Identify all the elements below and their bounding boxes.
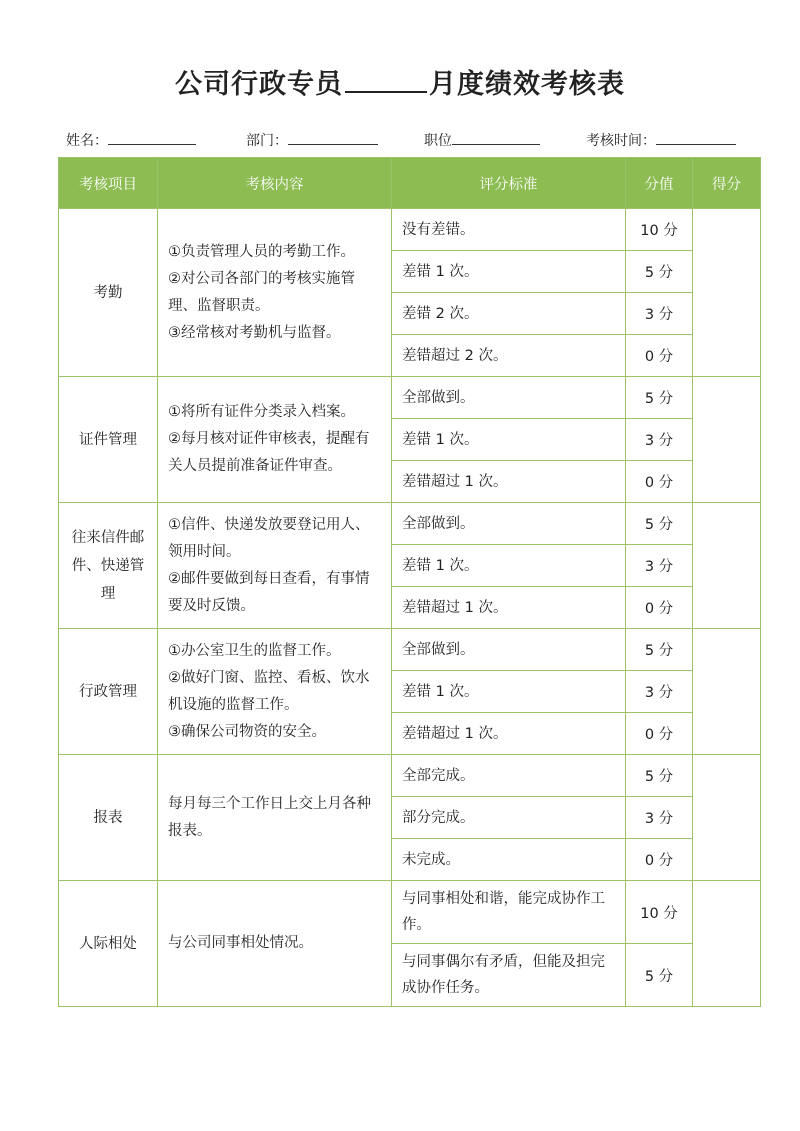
score-cell: 0 分 — [626, 335, 693, 377]
header-item: 考核项目 — [59, 158, 158, 209]
standard-cell: 与同事偶尔有矛盾，但能及担完成协作任务。 — [392, 944, 626, 1007]
earned-score-cell[interactable] — [693, 881, 761, 1007]
name-input-line[interactable] — [108, 130, 196, 145]
earned-score-cell[interactable] — [693, 377, 761, 503]
content-line: ②做好门窗、监控、看板、饮水机设施的监督工作。 — [168, 669, 370, 713]
score-cell: 0 分 — [626, 713, 693, 755]
score-cell: 5 分 — [626, 755, 693, 797]
name-label: 姓名： — [66, 133, 108, 149]
content-cell — [158, 503, 392, 629]
earned-score-cell[interactable] — [693, 209, 761, 377]
score-cell: 3 分 — [626, 545, 693, 587]
time-field — [586, 130, 736, 150]
header-standard: 评分标准 — [392, 158, 626, 209]
content-line: ②每月核对证件审核表，提醒有关人员提前准备证件审查。 — [168, 431, 370, 474]
header-content: 考核内容 — [158, 158, 392, 209]
standard-cell: 差错超过 2 次。 — [392, 335, 626, 377]
position-field — [424, 130, 540, 150]
assessment-table — [58, 157, 761, 1007]
item-label: 行政管理 — [79, 683, 137, 700]
content-line: ①办公室卫生的监督工作。 — [168, 642, 341, 659]
item-cell — [59, 209, 158, 377]
standard-cell: 与同事相处和谐，能完成协作工作。 — [392, 881, 626, 944]
score-cell: 0 分 — [626, 461, 693, 503]
standard-cell: 没有差错。 — [392, 209, 626, 251]
header-earned: 得分 — [693, 158, 761, 209]
score-cell: 3 分 — [626, 797, 693, 839]
score-cell: 5 分 — [626, 377, 693, 419]
content-line: 与公司同事相处情况。 — [168, 935, 313, 951]
standard-cell: 差错 1 次。 — [392, 251, 626, 293]
item-label: 报表 — [93, 809, 123, 826]
dept-input-line[interactable] — [288, 130, 378, 145]
standard-cell: 未完成。 — [392, 839, 626, 881]
time-label: 考核时间： — [586, 133, 656, 149]
position-input-line[interactable] — [452, 130, 540, 145]
score-cell: 5 分 — [626, 629, 693, 671]
content-line: ①信件、快递发放要登记用人、领用时间。 — [168, 516, 370, 560]
content-cell — [158, 629, 392, 755]
score-cell: 5 分 — [626, 944, 693, 1007]
standard-cell: 差错 1 次。 — [392, 419, 626, 461]
standard-cell: 差错 1 次。 — [392, 545, 626, 587]
score-cell: 5 分 — [626, 503, 693, 545]
name-field — [66, 130, 196, 150]
table-row — [59, 755, 761, 797]
header-score: 分值 — [626, 158, 693, 209]
score-cell: 5 分 — [626, 251, 693, 293]
standard-cell: 部分完成。 — [392, 797, 626, 839]
score-cell: 0 分 — [626, 839, 693, 881]
time-input-line[interactable] — [656, 130, 736, 145]
content-cell — [158, 209, 392, 377]
standard-cell: 差错超过 1 次。 — [392, 461, 626, 503]
item-cell — [59, 881, 158, 1007]
standard-cell: 差错 1 次。 — [392, 671, 626, 713]
earned-score-cell[interactable] — [693, 755, 761, 881]
content-line: 每月每三个工作日上交上月各种报表。 — [168, 795, 371, 839]
title-prefix: 公司行政专员 — [175, 69, 343, 100]
content-cell — [158, 377, 392, 503]
standard-cell: 差错 2 次。 — [392, 293, 626, 335]
content-line: ③确保公司物资的安全。 — [168, 723, 326, 740]
item-cell — [59, 377, 158, 503]
score-cell: 3 分 — [626, 419, 693, 461]
content-cell — [158, 755, 392, 881]
content-line: ③经常核对考勤机与监督。 — [168, 324, 341, 341]
table-row — [59, 377, 761, 419]
score-cell: 10 分 — [626, 881, 693, 944]
item-cell — [59, 629, 158, 755]
item-cell — [59, 755, 158, 881]
item-label: 人际相处 — [79, 935, 137, 952]
table-header-row — [59, 158, 761, 209]
standard-cell: 全部完成。 — [392, 755, 626, 797]
score-cell: 10 分 — [626, 209, 693, 251]
score-cell: 3 分 — [626, 293, 693, 335]
title-blank-line[interactable] — [345, 67, 427, 93]
content-line: ②对公司各部门的考核实施管理、监督职责。 — [168, 270, 355, 314]
item-label: 考勤 — [93, 284, 123, 301]
standard-cell: 差错超过 1 次。 — [392, 587, 626, 629]
dept-field — [246, 130, 378, 150]
table-row — [59, 629, 761, 671]
earned-score-cell[interactable] — [693, 503, 761, 629]
title-suffix: 月度绩效考核表 — [429, 69, 625, 100]
standard-cell: 差错超过 1 次。 — [392, 713, 626, 755]
content-line: ①负责管理人员的考勤工作。 — [168, 243, 355, 260]
standard-cell: 全部做到。 — [392, 377, 626, 419]
dept-label: 部门： — [246, 133, 288, 149]
score-cell: 0 分 — [626, 587, 693, 629]
earned-score-cell[interactable] — [693, 629, 761, 755]
position-label: 职位 — [424, 133, 452, 149]
score-cell: 3 分 — [626, 671, 693, 713]
content-line: ①将所有证件分类录入档案。 — [168, 404, 355, 420]
standard-cell: 全部做到。 — [392, 629, 626, 671]
content-line: ②邮件要做到每日查看，有事情要及时反馈。 — [168, 570, 370, 614]
item-label: 证件管理 — [79, 431, 137, 448]
item-cell — [59, 503, 158, 629]
content-cell — [158, 881, 392, 1007]
table-row — [59, 209, 761, 251]
page-title — [0, 62, 800, 101]
info-row — [58, 130, 742, 152]
table-row — [59, 503, 761, 545]
table-row — [59, 881, 761, 944]
item-label: 往来信件邮件、快递管理 — [71, 529, 145, 602]
standard-cell: 全部做到。 — [392, 503, 626, 545]
